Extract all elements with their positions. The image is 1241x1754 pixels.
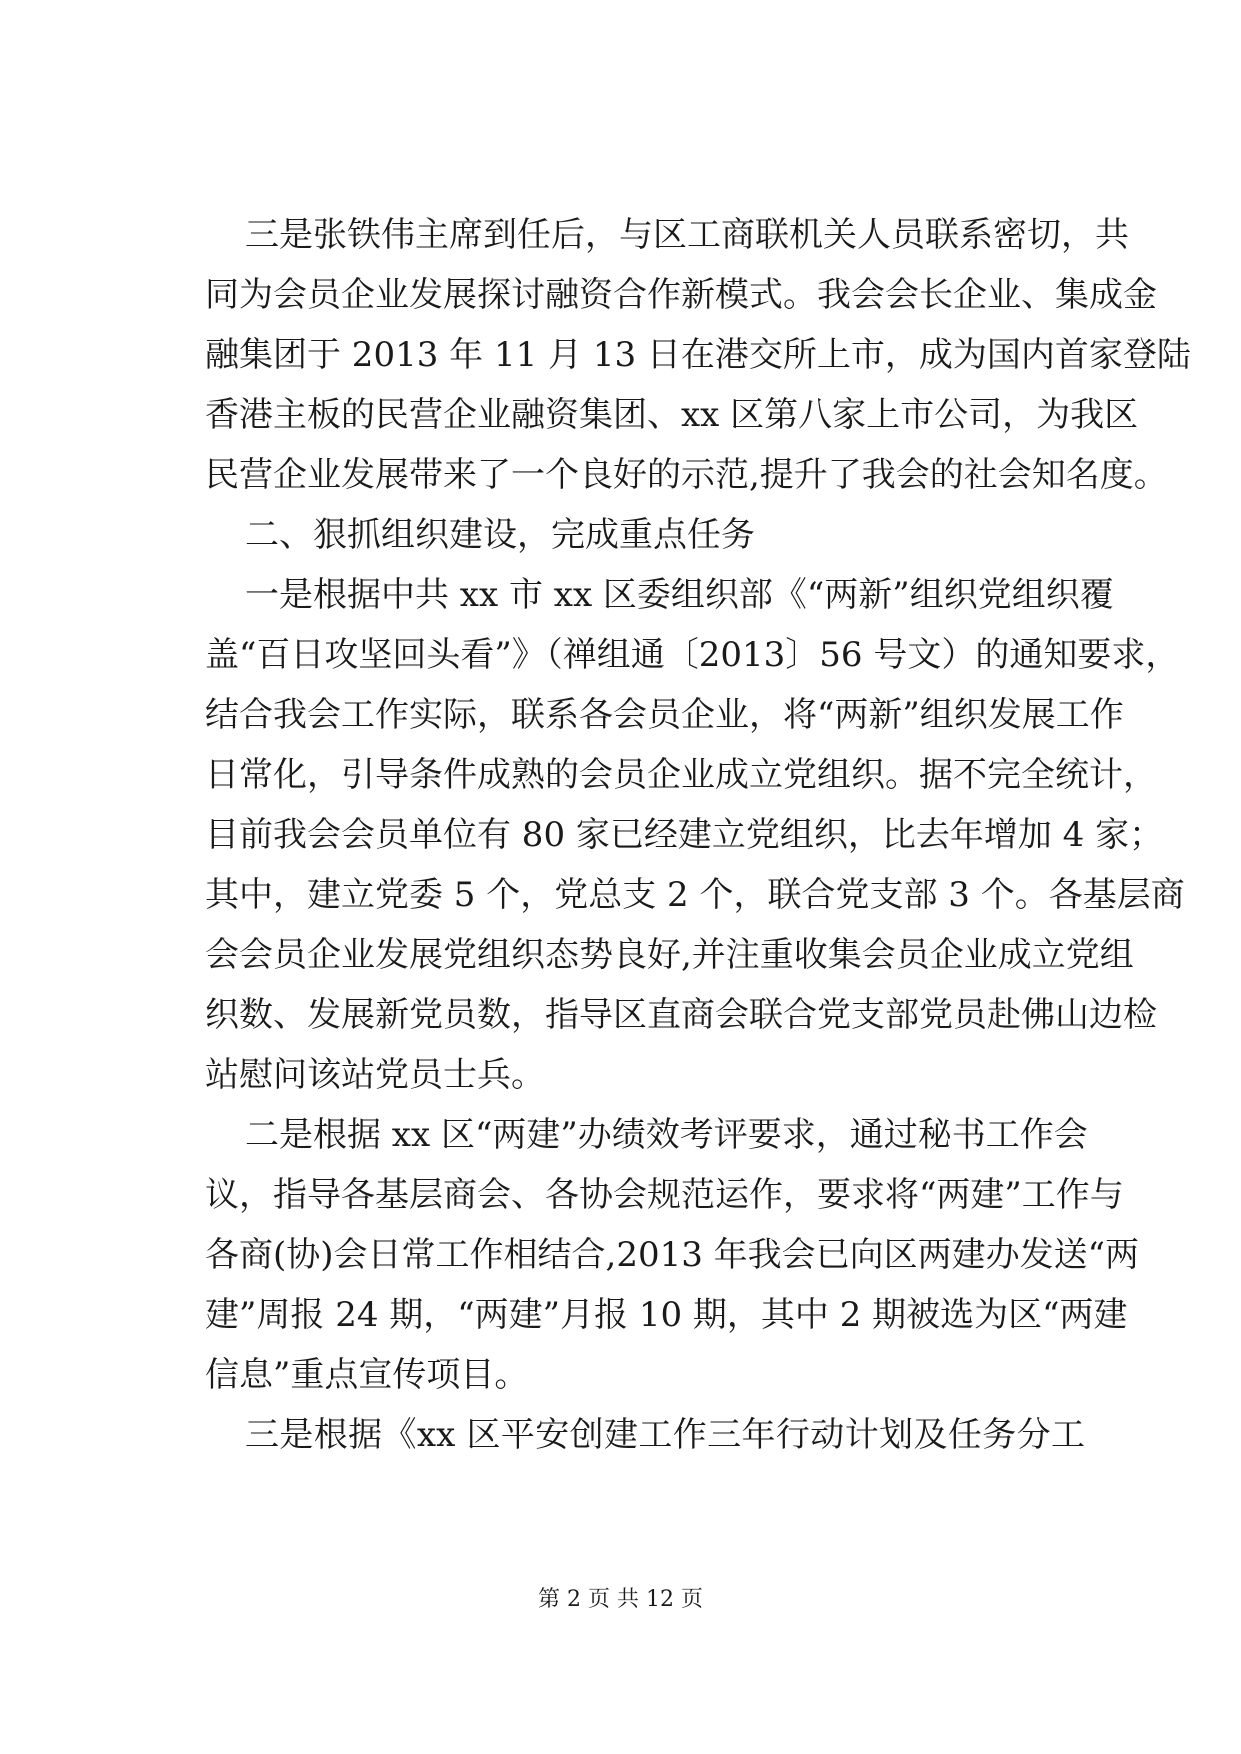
paragraph-1-line-4: 香港主板的民营企业融资集团、xx 区第八家上市公司，为我区 <box>205 395 1139 435</box>
paragraph-3-line-1: 二是根据 xx 区“两建”办绩效考评要求，通过秘书工作会 <box>245 1115 1088 1155</box>
paragraph-1-line-5: 民营企业发展带来了一个良好的示范,提升了我会的社会知名度。 <box>205 455 1168 495</box>
paragraph-1-line-2: 同为会员企业发展探讨融资合作新模式。我会会长企业、集成金 <box>205 275 1157 315</box>
paragraph-3-line-5: 信息”重点宣传项目。 <box>205 1355 529 1395</box>
paragraph-4-line-1: 三是根据《xx 区平安创建工作三年行动计划及任务分工 <box>245 1415 1085 1455</box>
paragraph-2-line-8: 织数、发展新党员数，指导区直商会联合党支部党员赴佛山边检 <box>205 995 1157 1035</box>
paragraph-2-line-2: 盖“百日攻坚回头看”》（禅组通〔2013〕56 号文）的通知要求， <box>205 635 1180 675</box>
paragraph-2-line-5: 目前我会会员单位有 80 家已经建立党组织，比去年增加 4 家； <box>205 815 1164 855</box>
paragraph-3-line-2: 议，指导各基层商会、各协会规范运作，要求将“两建”工作与 <box>205 1175 1124 1215</box>
section-heading: 二、狠抓组织建设，完成重点任务 <box>245 515 755 555</box>
page-number-footer: 第 2 页 共 12 页 <box>538 1587 703 1612</box>
paragraph-1-line-1: 三是张铁伟主席到任后，与区工商联机关人员联系密切，共 <box>245 215 1129 255</box>
paragraph-2-line-7: 会会员企业发展党组织态势良好,并注重收集会员企业成立党组 <box>205 935 1134 975</box>
paragraph-3-line-4: 建”周报 24 期，“两建”月报 10 期，其中 2 期被选为区“两建 <box>205 1295 1128 1335</box>
paragraph-2-line-9: 站慰问该站党员士兵。 <box>205 1055 545 1095</box>
paragraph-2-line-6: 其中，建立党委 5 个，党总支 2 个，联合党支部 3 个。各基层商 <box>205 875 1185 915</box>
paragraph-2-line-1: 一是根据中共 xx 市 xx 区委组织部《“两新”组织党组织覆 <box>245 575 1114 615</box>
paragraph-3-line-3: 各商(协)会日常工作相结合,2013 年我会已向区两建办发送“两 <box>205 1235 1140 1275</box>
paragraph-2-line-4: 日常化，引导条件成熟的会员企业成立党组织。据不完全统计， <box>205 755 1157 795</box>
paragraph-2-line-3: 结合我会工作实际，联系各会员企业，将“两新”组织发展工作 <box>205 695 1124 735</box>
paragraph-1-line-3: 融集团于 2013 年 11 月 13 日在港交所上市，成为国内首家登陆 <box>205 335 1191 375</box>
